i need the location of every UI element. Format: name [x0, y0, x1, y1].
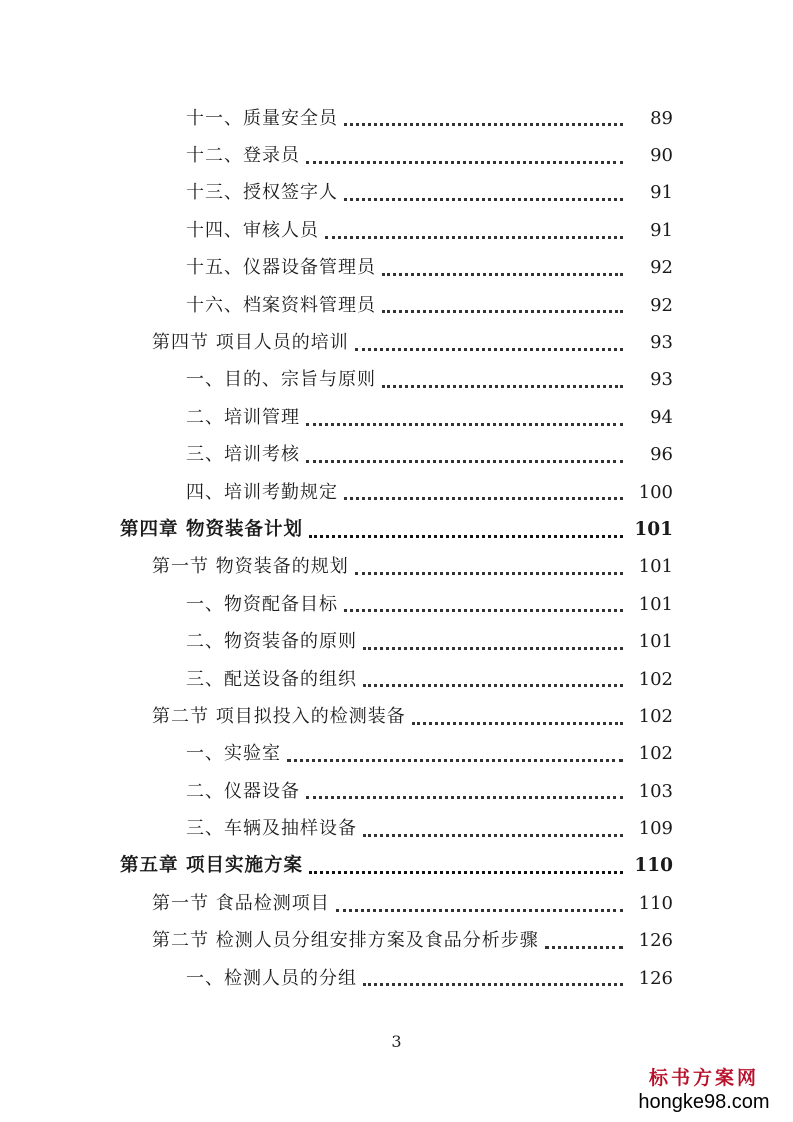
watermark-logo — [629, 1066, 779, 1114]
toc-entry-page: 100 — [638, 481, 673, 503]
toc-dot-leader — [382, 272, 623, 276]
toc-entry[interactable] — [0, 549, 793, 586]
toc-entry[interactable] — [0, 250, 793, 287]
toc-entry-page: 96 — [650, 444, 673, 466]
toc-dot-leader — [382, 309, 623, 313]
toc-entry[interactable] — [0, 100, 793, 137]
toc-entry-page: 102 — [638, 743, 673, 765]
toc-entry[interactable] — [0, 175, 793, 212]
toc-entry-page: 92 — [650, 257, 673, 279]
toc-entry-page: 110 — [634, 855, 673, 877]
toc-entry[interactable] — [0, 736, 793, 773]
toc-dot-leader — [306, 795, 623, 799]
toc-entry-page: 101 — [638, 556, 673, 578]
toc-dot-leader — [382, 384, 623, 388]
toc-entry[interactable] — [0, 773, 793, 810]
toc-entry-title: 二、物资装备的原则 — [186, 631, 357, 653]
toc-dot-leader — [336, 908, 623, 912]
toc-entry[interactable] — [0, 586, 793, 623]
toc-entry[interactable] — [0, 437, 793, 474]
toc-entry[interactable] — [0, 324, 793, 361]
toc-entry-title: 一、实验室 — [186, 743, 281, 765]
toc-entry-page: 90 — [650, 145, 673, 167]
toc-entry-title: 第二节 检测人员分组安排方案及食品分析步骤 — [152, 930, 539, 952]
toc-entry[interactable] — [0, 212, 793, 249]
toc-dot-leader — [306, 422, 623, 426]
toc-dot-leader — [306, 160, 623, 164]
toc-entry-page: 102 — [638, 705, 673, 727]
toc-entry-title: 第四节 项目人员的培训 — [152, 332, 349, 354]
toc-entry-title: 十六、档案资料管理员 — [186, 294, 376, 316]
toc-dot-leader — [412, 721, 623, 725]
toc-dot-leader — [355, 347, 623, 351]
toc-dot-leader — [306, 459, 623, 463]
toc-entry[interactable] — [0, 362, 793, 399]
toc-dot-leader — [363, 982, 623, 986]
toc-entry[interactable] — [0, 623, 793, 660]
toc-dot-leader — [287, 758, 623, 762]
toc-entry-title: 第二节 项目拟投入的检测装备 — [152, 705, 406, 727]
toc-entry-page: 91 — [650, 182, 673, 204]
table-of-contents — [0, 100, 793, 997]
toc-entry-page: 89 — [650, 107, 673, 129]
toc-entry-page: 109 — [638, 818, 673, 840]
toc-entry-title: 二、仪器设备 — [186, 780, 300, 802]
toc-entry[interactable] — [0, 885, 793, 922]
toc-entry-title: 一、物资配备目标 — [186, 593, 338, 615]
toc-entry-title: 十三、授权签字人 — [186, 182, 338, 204]
toc-dot-leader — [344, 122, 623, 126]
toc-entry-title: 三、培训考核 — [186, 444, 300, 466]
toc-entry-title: 四、培训考勤规定 — [186, 481, 338, 503]
toc-entry[interactable] — [0, 511, 793, 548]
toc-entry-title: 十一、质量安全员 — [186, 107, 338, 129]
toc-entry-title: 第四章 物资装备计划 — [120, 518, 303, 540]
toc-entry-page: 93 — [650, 369, 673, 391]
toc-dot-leader — [363, 833, 623, 837]
toc-entry-title: 一、目的、宗旨与原则 — [186, 369, 376, 391]
toc-dot-leader — [325, 235, 623, 239]
toc-entry-page: 103 — [638, 780, 673, 802]
toc-dot-leader — [309, 870, 623, 874]
toc-entry-title: 第一节 物资装备的规划 — [152, 556, 349, 578]
toc-entry-title: 三、车辆及抽样设备 — [186, 818, 357, 840]
toc-dot-leader — [545, 945, 623, 949]
toc-entry-title: 一、检测人员的分组 — [186, 967, 357, 989]
toc-entry[interactable] — [0, 474, 793, 511]
toc-dot-leader — [344, 608, 623, 612]
toc-entry-page: 101 — [634, 518, 673, 540]
watermark-url-text: hongke98.com — [638, 1091, 770, 1113]
toc-entry-title: 二、培训管理 — [186, 406, 300, 428]
toc-entry[interactable] — [0, 137, 793, 174]
toc-dot-leader — [344, 496, 623, 500]
toc-dot-leader — [309, 534, 623, 538]
toc-entry-title: 三、配送设备的组织 — [186, 668, 357, 690]
toc-entry-page: 126 — [638, 930, 673, 952]
toc-entry[interactable] — [0, 661, 793, 698]
toc-entry-page: 102 — [638, 668, 673, 690]
toc-entry[interactable] — [0, 698, 793, 735]
toc-entry-title: 十四、审核人员 — [186, 219, 319, 241]
toc-entry-page: 94 — [650, 406, 673, 428]
watermark-brand-text: 标书方案网 — [648, 1067, 759, 1089]
toc-entry-page: 126 — [638, 967, 673, 989]
toc-entry-title: 十二、登录员 — [186, 145, 300, 167]
toc-entry[interactable] — [0, 399, 793, 436]
toc-entry-page: 92 — [650, 294, 673, 316]
toc-entry[interactable] — [0, 287, 793, 324]
toc-entry-page: 110 — [638, 892, 673, 914]
toc-entry-page: 91 — [650, 219, 673, 241]
toc-entry-title: 第五章 项目实施方案 — [120, 855, 303, 877]
toc-entry-title: 十五、仪器设备管理员 — [186, 257, 376, 279]
toc-dot-leader — [363, 683, 623, 687]
toc-entry[interactable] — [0, 960, 793, 997]
toc-entry[interactable] — [0, 810, 793, 847]
toc-dot-leader — [363, 646, 623, 650]
toc-entry-page: 101 — [638, 593, 673, 615]
toc-entry-page: 101 — [638, 631, 673, 653]
toc-entry-title: 第一节 食品检测项目 — [152, 892, 330, 914]
toc-dot-leader — [344, 197, 623, 201]
page-number: 3 — [391, 1032, 402, 1051]
toc-entry[interactable] — [0, 923, 793, 960]
toc-entry[interactable] — [0, 848, 793, 885]
toc-dot-leader — [355, 571, 623, 575]
toc-entry-page: 93 — [650, 332, 673, 354]
